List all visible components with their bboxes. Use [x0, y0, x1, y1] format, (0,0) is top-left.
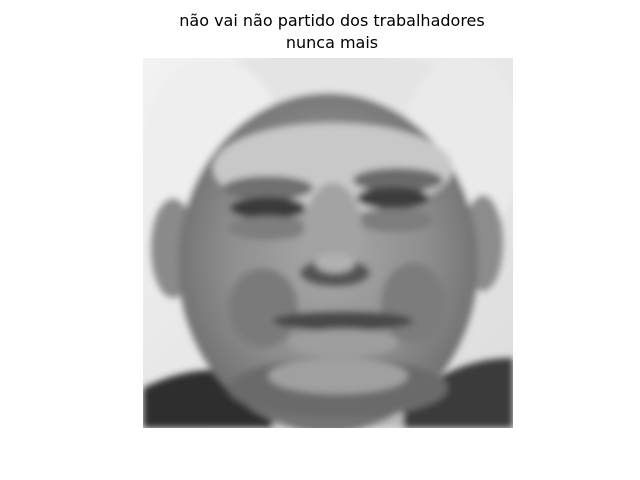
figure-title-line-2: nunca mais	[285, 33, 379, 52]
face-image	[143, 58, 513, 428]
figure-title-line-1: não vai não partido dos trabalhadores	[179, 11, 485, 30]
figure-title	[0, 10, 640, 54]
face-image-graphic	[143, 58, 513, 428]
